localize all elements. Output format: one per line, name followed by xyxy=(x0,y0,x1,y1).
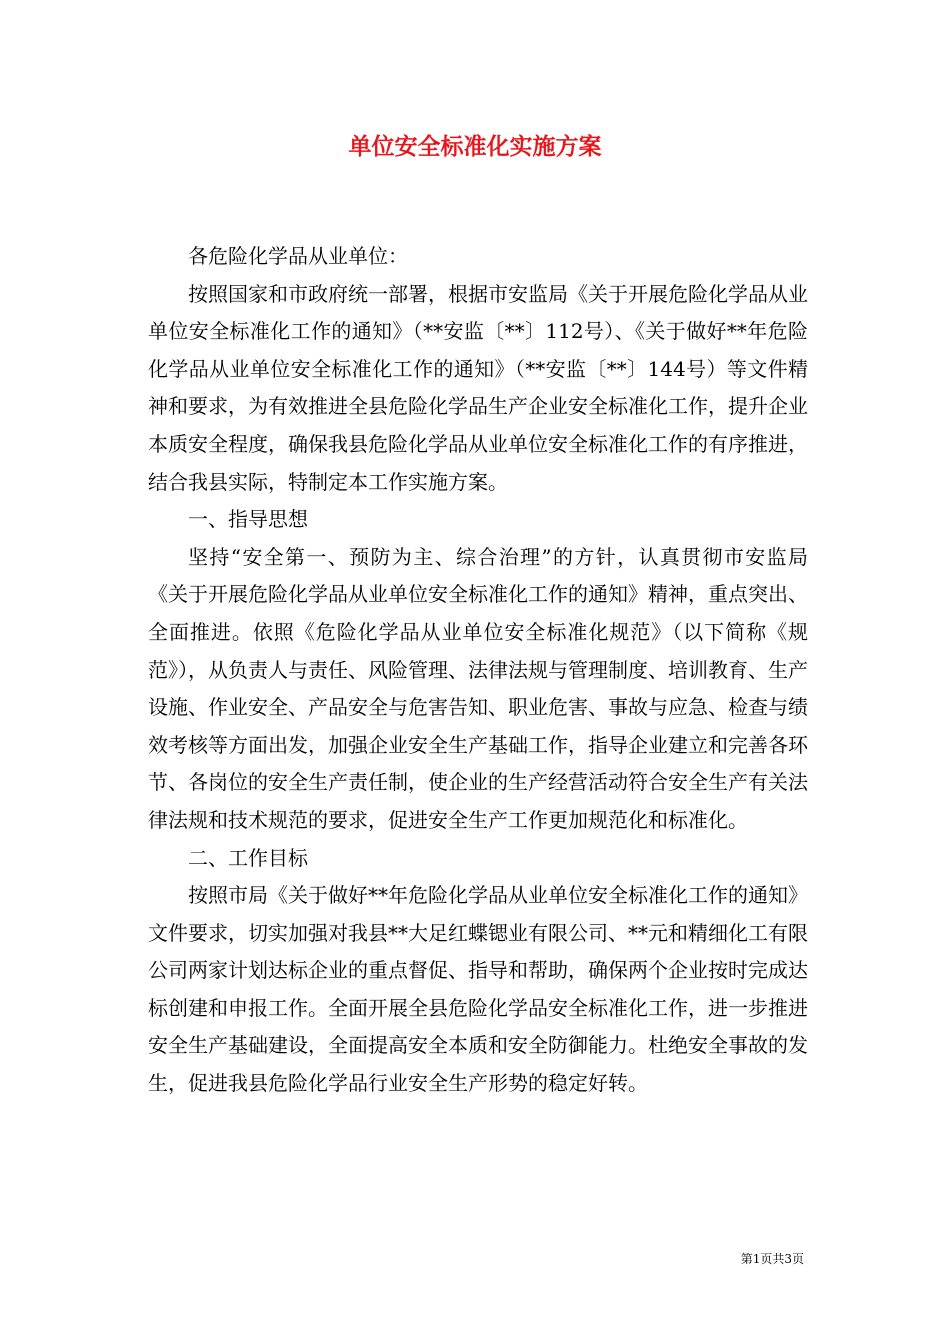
section-body-guiding-thought: 坚持“安全第一、预防为主、综合治理”的方针，认真贯彻市安监局《关于开展危险化学品从业单位安全标准化工作的通知》精神，重点突出、全面推进。依照《危险化学品从业单位安全标准化规范》（以下简称《规范》），从负责人与责任、风险管理、法律法规与管理制度、培训教育、生产设施、作业安全、产品安全与危害告知、职业危害、事故与应急、检查与绩效考核等方面出发，加强企业安全生产基础工作，指导企业建立和完善各环节、各岗位的安全生产责任制，使企业的生产经营活动符合安全生产有关法律法规和技术规范的要求，促进安全生产工作更加规范化和标准化。 xyxy=(148,544,808,832)
section-body-work-goals: 按照市局《关于做好**年危险化学品从业单位安全标准化工作的通知》文件要求，切实加强对我县**大足红蝶锶业有限公司、**元和精细化工有限公司两家计划达标企业的重点督促、指导和帮助，确保两个企业按时完成达标创建和申报工作。全面开展全县危险化学品安全标准化工作，进一步推进安全生产基础建设，全面提高安全本质和安全防御能力。杜绝安全事故的发生，促进我县危险化学品行业安全生产形势的稳定好转。 xyxy=(148,883,808,1096)
section-heading-work-goals: 二、工作目标 xyxy=(188,845,308,870)
document-body xyxy=(148,238,808,1103)
section-heading-guiding-thought: 一、指导思想 xyxy=(188,507,308,532)
salutation: 各危险化学品从业单位： xyxy=(188,244,408,268)
document-title: 单位安全标准化实施方案 xyxy=(348,133,602,160)
intro-paragraph: 按照国家和市政府统一部署，根据市安监局《关于开展危险化学品从业单位安全标准化工作的通知》（**安监〔**〕112号）、《关于做好**年危险化学品从业单位安全标准化工作的通知》（**安监〔**〕144号）等文件精神和要求，为有效推进全县危险化学品生产企业安全标准化工作，提升企业本质安全程度，确保我县危险化学品从业单位安全标准化工作的有序推进，结合我县实际，特制定本工作实施方案。 xyxy=(148,281,808,494)
page-number: 第1页共3页 xyxy=(740,1252,804,1266)
